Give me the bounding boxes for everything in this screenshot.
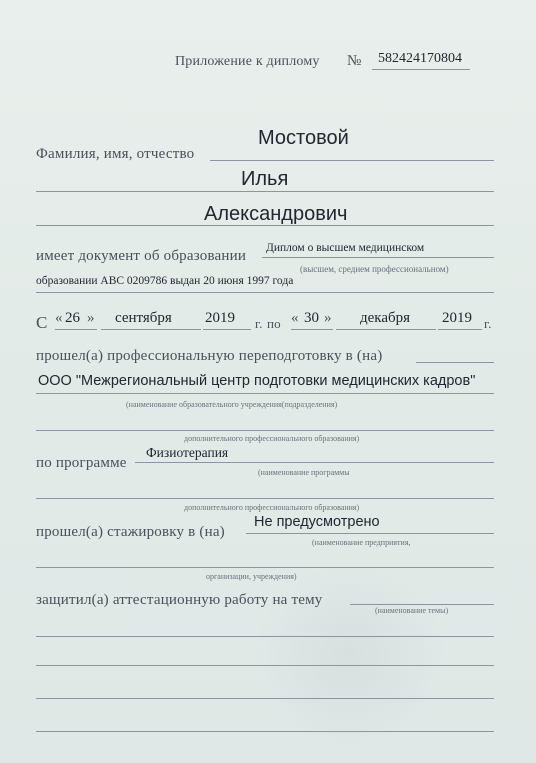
thesis-label: защитил(а) аттестационную работу на тему <box>36 592 323 608</box>
from-month: сентября <box>115 310 172 326</box>
retraining-org: ООО "Межрегиональный центр подготовки медицинских кадров" <box>38 373 476 389</box>
diploma-number: 582424170804 <box>378 51 462 66</box>
internship-line-1 <box>246 533 494 534</box>
thesis-line-4 <box>36 698 494 699</box>
thesis-line-3 <box>36 665 494 666</box>
retraining-line-3 <box>36 430 494 431</box>
from-close-quote: » <box>87 310 95 326</box>
retraining-line-1 <box>416 362 494 363</box>
to-day-line <box>291 329 333 330</box>
from-year: 2019 <box>205 310 235 326</box>
to-month-line <box>336 329 436 330</box>
retraining-org-hint: (наименование образовательного учреждения(подразделения) <box>126 400 338 409</box>
name-value: Илья <box>241 168 289 190</box>
program-line-2 <box>36 498 494 499</box>
appendix-title: Приложение к диплому <box>175 54 320 69</box>
from-year-line <box>203 329 251 330</box>
internship-label: прошел(а) стажировку в (на) <box>36 524 225 540</box>
to-day: 30 <box>304 310 319 326</box>
dpo-hint-1: дополнительного профессионального образования) <box>184 434 360 443</box>
patronymic-value: Александрович <box>204 203 348 225</box>
education-hint: (высшем, среднем профессиональном) <box>300 264 449 274</box>
thesis-line-1 <box>350 604 494 605</box>
internship-hint-2: организации, учреждения) <box>206 572 297 581</box>
to-year-suffix: г. <box>484 316 492 331</box>
from-month-line <box>101 329 201 330</box>
education-line-2 <box>36 292 494 293</box>
to-close-quote: » <box>324 310 332 326</box>
from-day: 26 <box>65 310 80 326</box>
fio-line-2 <box>36 191 494 192</box>
surname-value: Мостовой <box>258 127 349 149</box>
to-year-line <box>438 329 482 330</box>
thesis-hint: (наименование темы) <box>375 606 449 615</box>
fio-label: Фамилия, имя, отчество <box>36 146 195 162</box>
watermark-emblem <box>250 560 450 750</box>
to-label: по <box>267 316 281 331</box>
thesis-line-2 <box>36 636 494 637</box>
program-hint: (наименование программы <box>258 468 350 477</box>
program-line-1 <box>135 462 494 463</box>
education-line-1 <box>262 257 494 258</box>
internship-value: Не предусмотрено <box>254 514 380 530</box>
retraining-line-2 <box>36 393 494 394</box>
number-sign: № <box>347 53 362 69</box>
fio-line-1 <box>210 160 494 161</box>
education-label: имеет документ об образовании <box>36 248 247 264</box>
education-doc-line2: образовании АВС 0209786 выдан 20 июня 1997 года <box>36 275 294 287</box>
from-day-line <box>55 329 97 330</box>
internship-line-2 <box>36 567 494 568</box>
program-value: Физиотерапия <box>146 445 229 460</box>
program-label: по программе <box>36 455 127 471</box>
to-year: 2019 <box>442 310 472 326</box>
retraining-label: прошел(а) профессиональную переподготовку в (на) <box>36 348 383 364</box>
fio-line-3 <box>36 225 494 226</box>
from-year-suffix: г. <box>255 316 263 331</box>
to-open-quote: « <box>291 310 299 326</box>
to-month: декабря <box>360 310 411 326</box>
date-from-prefix: С <box>36 313 48 332</box>
dpo-hint-2: дополнительного профессионального образования) <box>184 503 360 512</box>
from-open-quote: « <box>55 310 63 326</box>
number-underline <box>372 69 470 70</box>
thesis-line-5 <box>36 731 494 732</box>
education-doc-line1: Диплом о высшем медицинском <box>266 242 425 254</box>
internship-hint: (наименование предприятия, <box>312 538 411 547</box>
